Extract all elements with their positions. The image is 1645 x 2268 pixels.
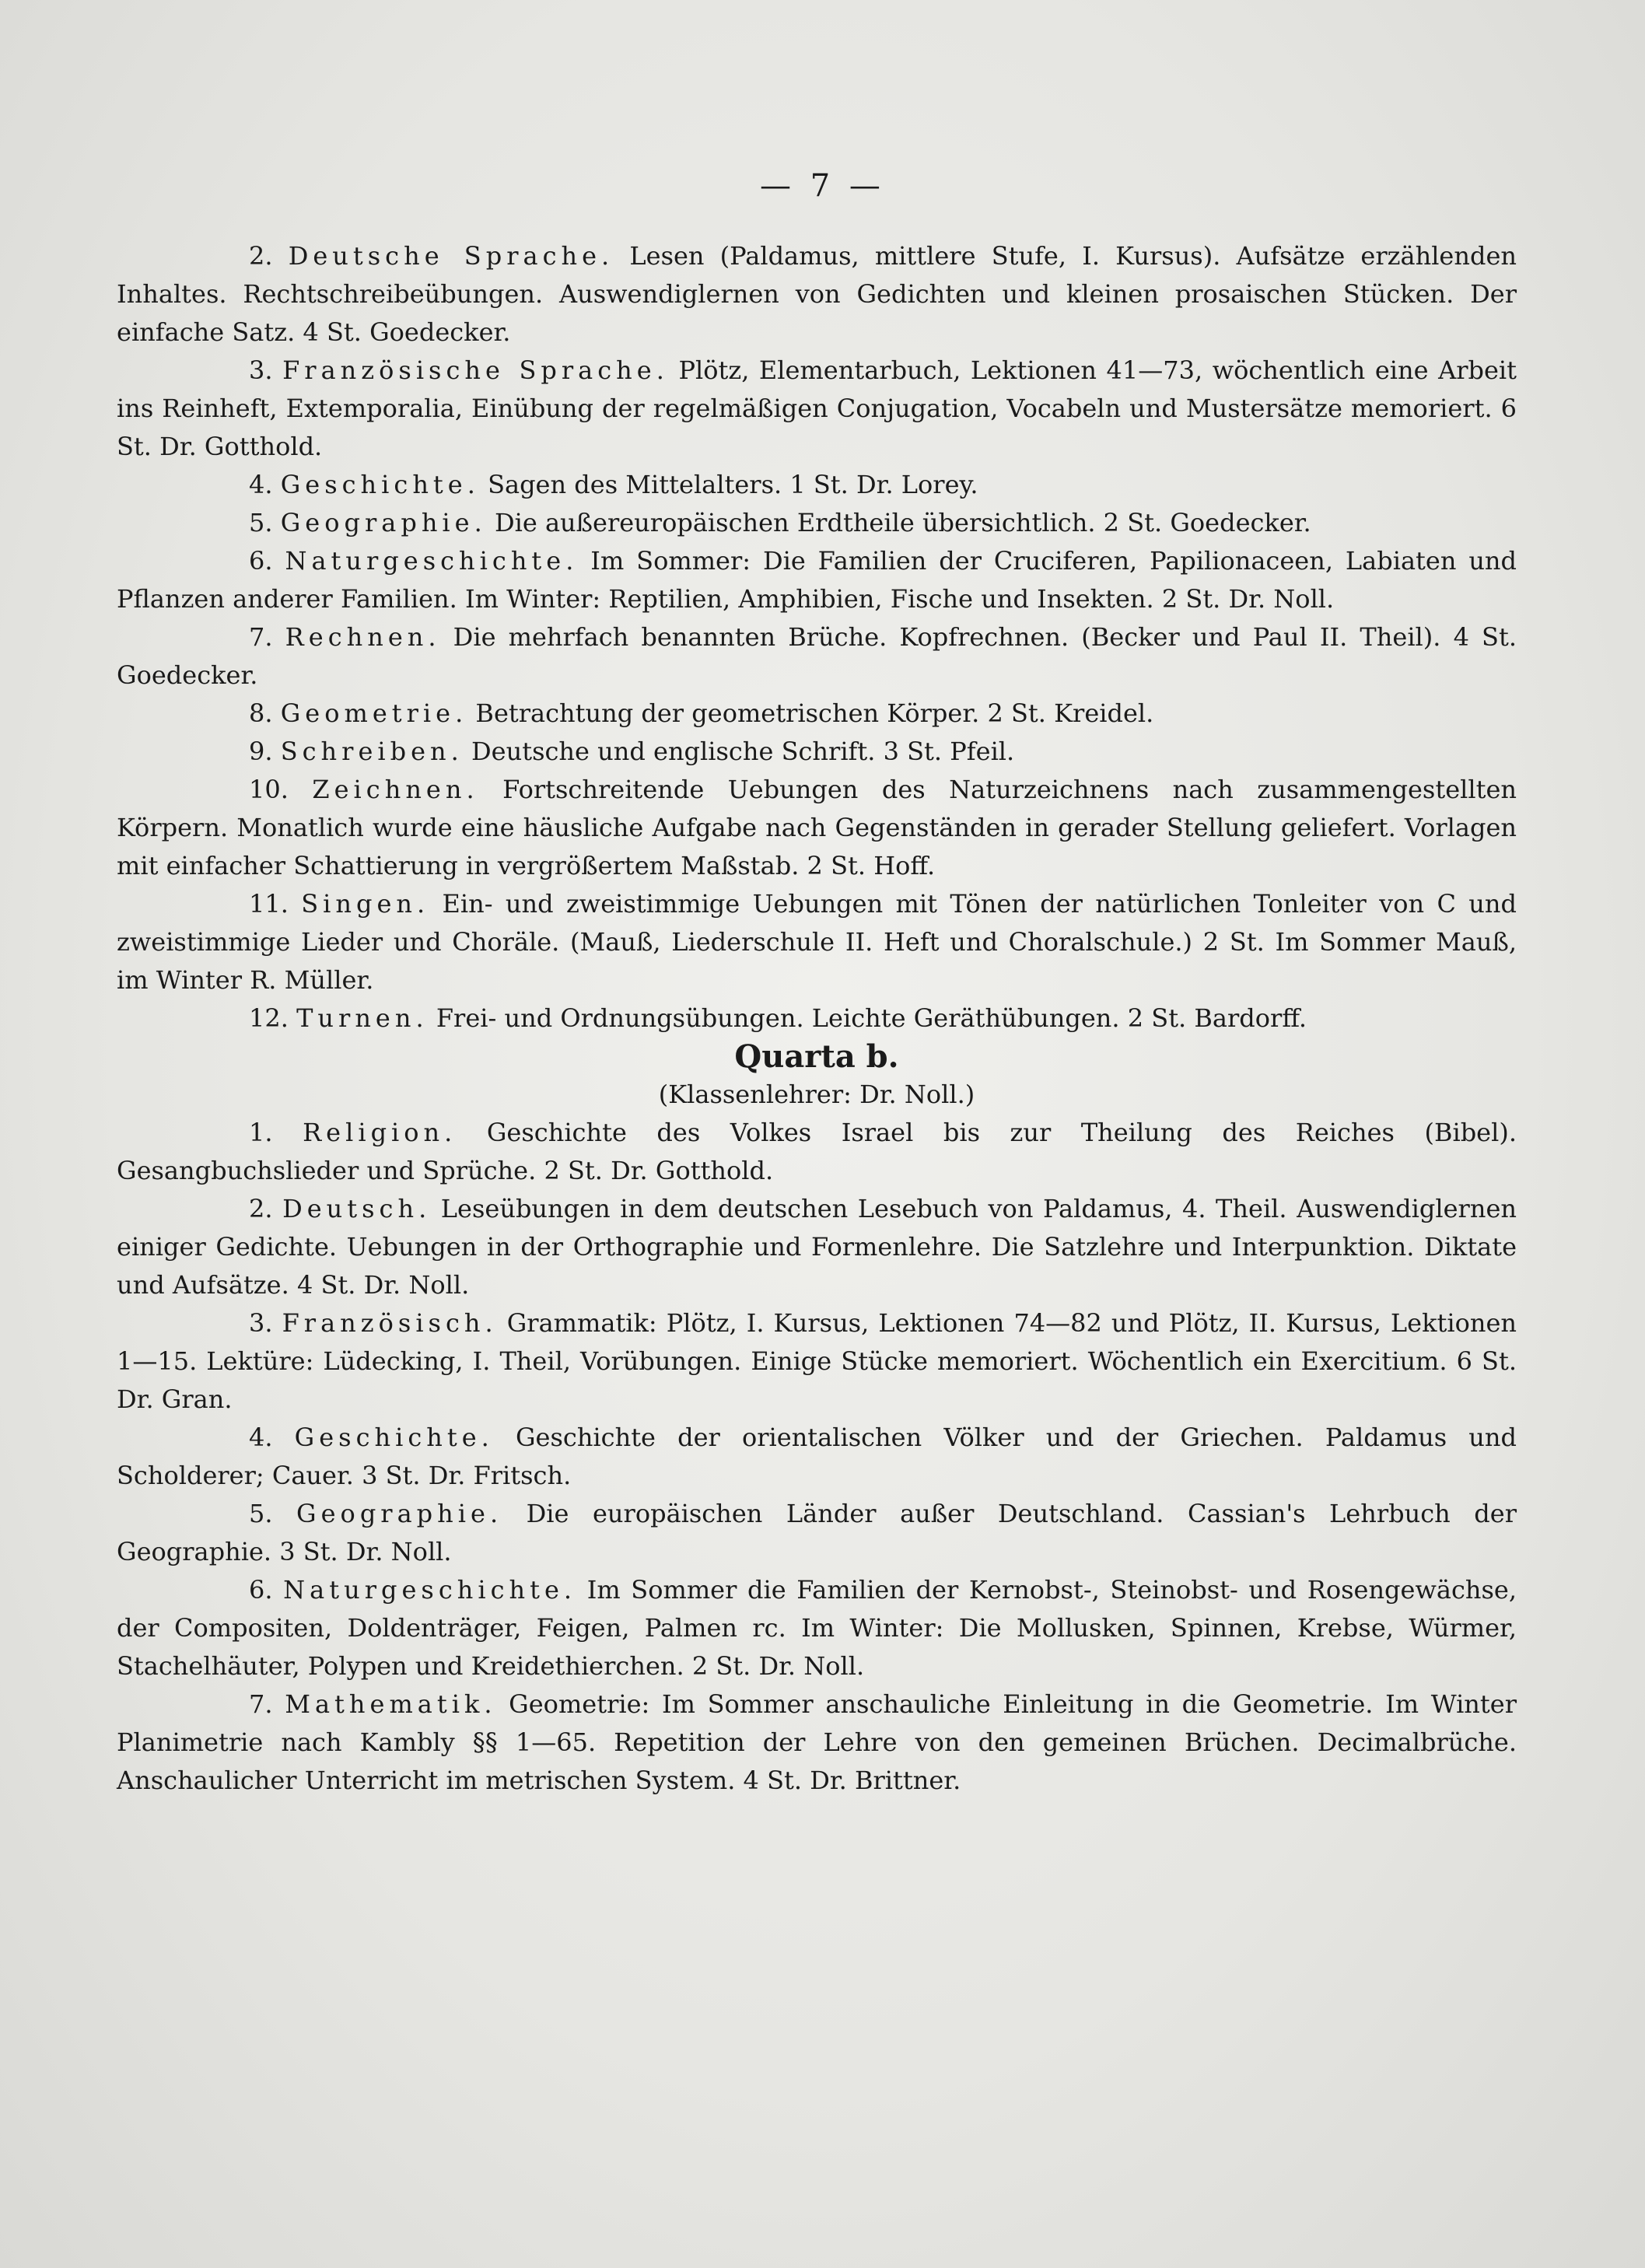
curriculum-entry [117, 1190, 1517, 1304]
entry-text: Ein- und zweistimmige Uebungen mit Tönen der natürlichen Tonleiter von C und zweistimmige Lieder und Choräle. (Mauß, Liederschule II. Heft und Choralschule.) 2 St. Im Sommer Mauß, im Winter R. Müller. [117, 889, 1517, 995]
curriculum-entry [117, 237, 1517, 352]
curriculum-entry [117, 1495, 1517, 1571]
entry-text: Deutsche und englische Schrift. 3 St. Pfeil. [471, 737, 1015, 766]
curriculum-entry [117, 352, 1517, 466]
entry-subject: Mathematik. [285, 1689, 497, 1719]
entry-subject: Religion. [303, 1118, 457, 1147]
curriculum-entry [117, 1114, 1517, 1190]
entry-number: 9. [249, 737, 273, 766]
entry-number: 12. [249, 1003, 289, 1033]
entry-number: 5. [249, 1499, 273, 1528]
entry-number: 10. [249, 775, 289, 804]
class-teacher: (Klassenlehrer: Dr. Noll.) [658, 1080, 975, 1109]
entry-text: Plötz, Elementarbuch, Lektionen 41—73, wöchentlich eine Arbeit ins Reinheft, Extemporalia, Einübung der regelmäßigen Conjugation, Vocabeln und Mustersätze memoriert. 6 St. Dr. Gotthold. [117, 355, 1517, 461]
curriculum-entry [117, 542, 1517, 618]
entry-text: Sagen des Mittelalters. 1 St. Dr. Lorey. [488, 470, 978, 499]
entry-number: 8. [249, 698, 273, 728]
entry-number: 2. [249, 1194, 273, 1223]
curriculum-entry [117, 1685, 1517, 1800]
entry-text: Leseübungen in dem deutschen Lesebuch von Paldamus, 4. Theil. Auswendiglernen einiger Gedichte. Uebungen in der Orthographie und Formenlehre. Die Satzlehre und Interpunktion. Diktate und Aufsätze. 4 St. Dr. Noll. [117, 1194, 1517, 1300]
curriculum-list-quarta-b [117, 1114, 1517, 1800]
page-number: — 7 — [760, 168, 885, 204]
curriculum-entry [117, 695, 1517, 733]
entry-number: 4. [249, 470, 273, 499]
entry-text: Geschichte des Volkes Israel bis zur Theilung des Reiches (Bibel). Gesangbuchslieder und Sprüche. 2 St. Dr. Gotthold. [117, 1118, 1517, 1185]
entry-subject: Französische Sprache. [282, 355, 669, 385]
entry-number: 4. [249, 1423, 273, 1452]
entry-subject: Deutsche Sprache. [288, 241, 614, 271]
entry-number: 11. [249, 889, 289, 919]
entry-subject: Geometrie. [280, 698, 468, 728]
curriculum-entry [117, 504, 1517, 542]
curriculum-entry [117, 1571, 1517, 1685]
entry-subject: Deutsch. [282, 1194, 432, 1223]
entry-text: Im Sommer die Familien der Kernobst-, Steinobst- und Rosengewächse, der Compositen, Doldenträger, Feigen, Palmen rc. Im Winter: Die Mollusken, Spinnen, Krebse, Würmer, Stachelhäuter, Polypen und Kreidethierchen. 2 St. Dr. Noll. [117, 1575, 1517, 1681]
entry-text: Betrachtung der geometrischen Körper. 2 St. Kreidel. [475, 698, 1154, 728]
entry-number: 3. [249, 1308, 273, 1338]
curriculum-entry [117, 885, 1517, 999]
entry-text: Lesen (Paldamus, mittlere Stufe, I. Kursus). Aufsätze erzählenden Inhaltes. Rechtschreibeübungen. Auswendiglernen von Gedichten und kleinen prosaischen Stücken. Der einfache Satz. 4 St. Goedecker. [117, 241, 1517, 347]
curriculum-entry [117, 466, 1517, 504]
entry-number: 7. [249, 622, 273, 652]
entry-text: Fortschreitende Uebungen des Naturzeichnens nach zusammengestellten Körpern. Monatlich wurde eine häusliche Aufgabe nach Gegenständen in gerader Stellung geliefert. Vorlagen mit einfacher Schattierung in vergrößertem Maßstab. 2 St. Hoff. [117, 775, 1517, 880]
entry-subject: Geschichte. [294, 1423, 494, 1452]
curriculum-entry [117, 1304, 1517, 1419]
entry-subject: Geographie. [280, 508, 487, 537]
entry-subject: Französisch. [282, 1308, 498, 1338]
entry-number: 7. [249, 1689, 273, 1719]
entry-subject: Singen. [301, 889, 430, 919]
curriculum-entry [117, 999, 1517, 1038]
entry-text: Die außereuropäischen Erdtheile übersichtlich. 2 St. Goedecker. [494, 508, 1311, 537]
curriculum-entry [117, 771, 1517, 885]
entry-subject: Naturgeschichte. [283, 1575, 577, 1605]
entry-number: 2. [249, 241, 273, 271]
entry-text: Geometrie: Im Sommer anschauliche Einleitung in die Geometrie. Im Winter Planimetrie nach Kambly §§ 1—65. Repetition der Lehre von den gemeinen Brüchen. Decimalbrüche. Anschaulicher Unterricht im metrischen System. 4 St. Dr. Brittner. [117, 1689, 1517, 1795]
entry-subject: Zeichnen. [312, 775, 479, 804]
entry-text: Die europäischen Länder außer Deutschland. Cassian's Lehrbuch der Geographie. 3 St. Dr. Noll. [117, 1499, 1517, 1566]
entry-number: 6. [249, 546, 273, 576]
entry-number: 3. [249, 355, 273, 385]
curriculum-entry [117, 1419, 1517, 1495]
entry-subject: Geschichte. [280, 470, 480, 499]
page-content [117, 237, 1517, 1800]
curriculum-list-upper [117, 237, 1517, 1038]
entry-subject: Rechnen. [285, 622, 441, 652]
entry-subject: Geographie. [296, 1499, 503, 1528]
section-title: Quarta b. [734, 1038, 899, 1075]
entry-text: Geschichte der orientalischen Völker und der Griechen. Paldamus und Scholderer; Cauer. 3 St. Dr. Fritsch. [117, 1423, 1517, 1490]
entry-number: 6. [249, 1575, 273, 1605]
curriculum-entry [117, 618, 1517, 695]
entry-text: Im Sommer: Die Familien der Cruciferen, Papilionaceen, Labiaten und Pflanzen anderer Familien. Im Winter: Reptilien, Amphibien, Fische und Insekten. 2 St. Dr. Noll. [117, 546, 1517, 614]
entry-number: 5. [249, 508, 273, 537]
entry-text: Frei- und Ordnungsübungen. Leichte Geräthübungen. 2 St. Bardorff. [436, 1003, 1307, 1033]
entry-subject: Turnen. [296, 1003, 429, 1033]
curriculum-entry [117, 733, 1517, 771]
entry-number: 1. [249, 1118, 273, 1147]
entry-text: Grammatik: Plötz, I. Kursus, Lektionen 74—82 und Plötz, II. Kursus, Lektionen 1—15. Lektüre: Lüdecking, I. Theil, Vorübungen. Einige Stücke memoriert. Wöchentlich ein Exercitium. 6 St. Dr. Gran. [117, 1308, 1517, 1414]
entry-text: Die mehrfach benannten Brüche. Kopfrechnen. (Becker und Paul II. Theil). 4 St. Goedecker. [117, 622, 1517, 690]
entry-subject: Schreiben. [280, 737, 464, 766]
entry-subject: Naturgeschichte. [285, 546, 579, 576]
